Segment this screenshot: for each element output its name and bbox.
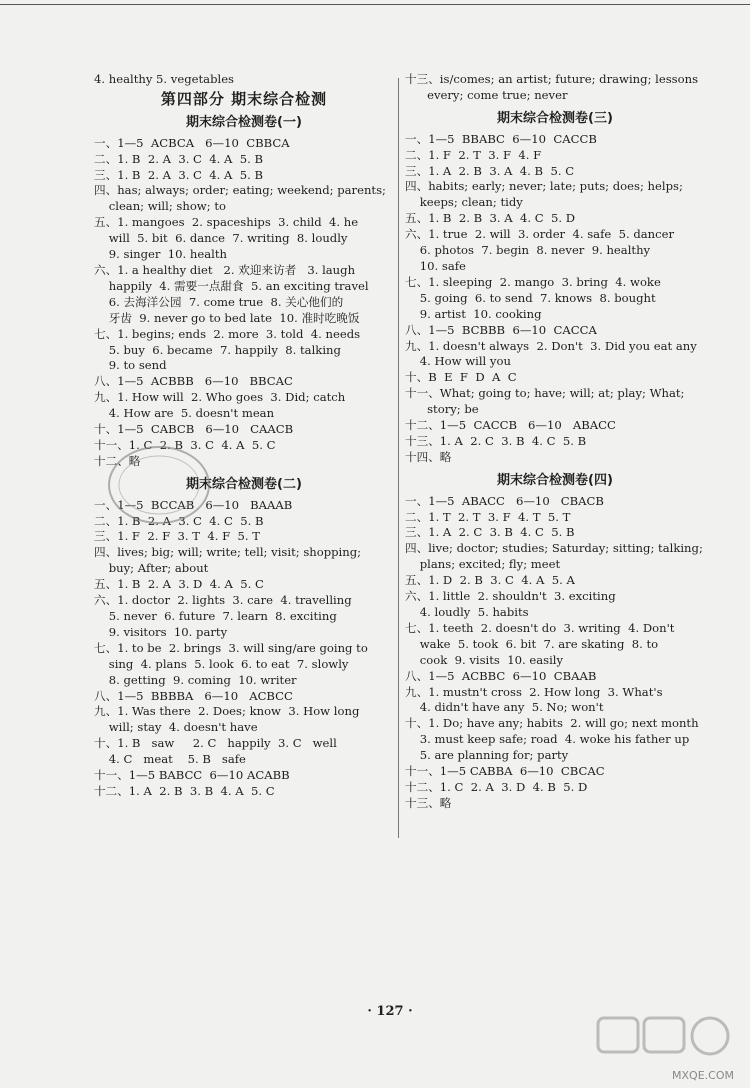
answer-line: 三、1. B 2. A 3. C 4. A 5. B xyxy=(94,167,264,182)
answer-line: 8. getting 9. coming 10. writer xyxy=(94,672,297,687)
section-title-2: 期末综合检测卷(二) xyxy=(186,476,302,492)
answer-line: 十三、1. A 2. C 3. B 4. C 5. B xyxy=(405,433,587,448)
answer-line: 七、1. begins; ends 2. more 3. told 4. needs xyxy=(94,326,361,341)
part-title: 第四部分 期末综合检测 xyxy=(160,89,328,108)
column-divider xyxy=(398,78,399,838)
answer-line: 4. loudly 5. habits xyxy=(405,605,529,619)
answer-line: 六、1. doctor 2. lights 3. care 4. travelling xyxy=(94,593,352,608)
answer-line: 9. singer 10. health xyxy=(94,247,228,262)
answer-line: 八、1—5 BBBBA 6—10 ACBCC xyxy=(94,688,293,703)
answer-line: 3. must keep safe; road 4. woke his father up xyxy=(405,732,690,747)
answer-line: 二、1. B 2. A 3. C 4. A 5. B xyxy=(94,151,264,166)
answer-line: wake 5. took 6. bit 7. are skating 8. to xyxy=(405,636,659,651)
answer-line: 四、lives; big; will; write; tell; visit; shopping; xyxy=(94,545,362,560)
answer-line: 5. buy 6. became 7. happily 8. talking xyxy=(94,342,341,357)
stamp-seal-icon xyxy=(104,440,214,530)
answer-line: 八、1—5 ACBBB 6—10 BBCAC xyxy=(94,374,293,389)
answer-line: 四、habits; early; never; late; puts; does; helps; xyxy=(405,179,683,194)
answer-line: 十四、略 xyxy=(405,449,452,464)
answer-line: 八、1—5 BCBBB 6—10 CACCA xyxy=(405,322,597,337)
answer-line: 十二、1. A 2. B 3. B 4. A 5. C xyxy=(94,783,275,798)
answer-line: 六、1. little 2. shouldn't 3. exciting xyxy=(405,589,616,604)
top-rule xyxy=(0,4,750,5)
answer-line: 七、1. to be 2. brings 3. will sing/are going to xyxy=(94,640,368,655)
answer-line: 一、1—5 BBABC 6—10 CACCB xyxy=(405,131,597,146)
answer-line: 一、1—5 BCCAB 6—10 BAAAB xyxy=(94,497,293,512)
answer-line: 九、1. How will 2. Who goes 3. Did; catch xyxy=(94,390,346,405)
answer-line: will; stay 4. doesn't have xyxy=(94,720,258,735)
answer-line: 五、1. mangoes 2. spaceships 3. child 4. he xyxy=(94,215,359,230)
answer-line: 七、1. teeth 2. doesn't do 3. writing 4. Don't xyxy=(405,620,675,635)
answer-line: plans; excited; fly; meet xyxy=(405,557,561,572)
answer-line: will 5. bit 6. dance 7. writing 8. loudly xyxy=(94,231,348,246)
answer-line: story; be xyxy=(405,402,479,417)
answer-line: 五、1. B 2. B 3. A 4. C 5. D xyxy=(405,211,575,226)
section-1-answers xyxy=(94,136,394,470)
answer-line: 四、live; doctor; studies; Saturday; sitting; talking; xyxy=(405,541,703,556)
answer-line: keeps; clean; tidy xyxy=(405,195,523,210)
section-title-1: 期末综合检测卷(一) xyxy=(186,114,302,130)
answer-line: 5. going 6. to send 7. knows 8. bought xyxy=(405,290,656,305)
answer-line: 十一、1—5 BABCC 6—10 ACABB xyxy=(94,768,290,783)
answer-line: 九、1. mustn't cross 2. How long 3. What's xyxy=(405,684,663,699)
answer-line: 9. to send xyxy=(94,358,167,373)
answer-line: 五、1. D 2. B 3. C 4. A 5. A xyxy=(405,573,575,588)
answer-line: 十一、1. C 2. B 3. C 4. A 5. C xyxy=(94,437,276,452)
answer-line: 十二、1—5 CACCB 6—10 ABACC xyxy=(405,418,616,433)
answer-line: 十、1—5 CABCB 6—10 CAACB xyxy=(94,422,294,437)
answer-line: 二、1. T 2. T 3. F 4. T 5. T xyxy=(405,509,571,524)
answer-line: clean; will; show; to xyxy=(94,199,226,214)
answer-line: every; come true; never xyxy=(405,87,568,102)
answer-line: 十二、1. C 2. A 3. D 4. B 5. D xyxy=(405,779,588,794)
section-title-4: 期末综合检测卷(四) xyxy=(497,472,613,488)
answer-line: 5. never 6. future 7. learn 8. exciting xyxy=(94,609,337,623)
page-number: · 127 · xyxy=(367,1004,413,1019)
answer-line: 二、1. F 2. T 3. F 4. F xyxy=(405,147,542,162)
answer-line: 三、1. A 2. C 3. B 4. C 5. B xyxy=(405,525,575,540)
answer-line: 十三、略 xyxy=(405,795,452,810)
answer-line: 6. 去海洋公园 7. come true 8. 关心他们的 xyxy=(94,294,344,309)
answer-line: happily 4. 需要一点甜食 5. an exciting travel xyxy=(94,278,369,293)
answer-line: 9. visitors 10. party xyxy=(94,624,228,639)
answer-line: 六、1. true 2. will 3. order 4. safe 5. dancer xyxy=(405,227,675,242)
answer-line: 一、1—5 ACBCA 6—10 CBBCA xyxy=(94,135,290,150)
answer-line: 10. safe xyxy=(405,258,466,273)
answer-line: 六、1. a healthy diet 2. 欢迎来访者 3. laugh xyxy=(94,262,356,277)
left-column xyxy=(94,72,394,800)
answer-line: 6. photos 7. begin 8. never 9. healthy xyxy=(405,243,651,258)
answer-line: 4. C meat 5. B safe xyxy=(94,752,246,767)
answer-line: 五、1. B 2. A 3. D 4. A 5. C xyxy=(94,577,264,592)
answer-line: 十一、What; going to; have; will; at; play; What; xyxy=(405,386,685,401)
answer-line: cook 9. visits 10. easily xyxy=(405,652,564,667)
answer-line: buy; After; about xyxy=(94,561,209,576)
answer-line: 七、1. sleeping 2. mango 3. bring 4. woke xyxy=(405,274,661,289)
answer-line: 9. artist 10. cooking xyxy=(405,306,542,321)
answer-line: 4. How will you xyxy=(405,354,511,369)
continued-answers xyxy=(405,72,705,104)
answer-line: 八、1—5 ACBBC 6—10 CBAAB xyxy=(405,668,597,683)
answer-line: 九、1. Was there 2. Does; know 3. How long xyxy=(94,704,360,719)
answer-line: 4. How are 5. doesn't mean xyxy=(94,406,275,421)
right-column xyxy=(405,72,705,812)
answer-line: sing 4. plans 5. look 6. to eat 7. slowly xyxy=(94,656,349,671)
answer-line: 十、B E F D A C xyxy=(405,370,517,385)
answer-line: 4. didn't have any 5. No; won't xyxy=(405,700,604,715)
section-3-answers xyxy=(405,132,705,466)
answer-line: 三、1. A 2. B 3. A 4. B 5. C xyxy=(405,163,575,178)
answer-line: 十二、略 xyxy=(94,453,141,468)
answer-line: 十、1. Do; have any; habits 2. will go; next month xyxy=(405,716,699,731)
section-2-answers xyxy=(94,498,394,800)
answer-line: 4. healthy 5. vegetables xyxy=(94,72,235,86)
answer-line: 十三、is/comes; an artist; future; drawing; lessons xyxy=(405,72,699,86)
answer-line: 牙齿 9. never go to bed late 10. 准时吃晚饭 xyxy=(94,310,360,325)
answer-line: 一、1—5 ABACC 6—10 CBACB xyxy=(405,493,604,508)
answer-line: 九、1. doesn't always 2. Don't 3. Did you eat any xyxy=(405,338,697,353)
section-title-3: 期末综合检测卷(三) xyxy=(497,110,613,126)
answer-line: 四、has; always; order; eating; weekend; parents; xyxy=(94,183,386,198)
answer-line: 5. are planning for; party xyxy=(405,748,569,763)
answer-line: 三、1. F 2. F 3. T 4. F 5. T xyxy=(94,529,261,544)
answer-line: 二、1. B 2. A 3. C 4. C 5. B xyxy=(94,513,264,528)
section-4-answers xyxy=(405,494,705,812)
answer-line: 十、1. B saw 2. C happily 3. C well xyxy=(94,736,337,751)
answer-line: 十一、1—5 CABBA 6—10 CBCAC xyxy=(405,764,605,779)
watermark-text: MXQE.COM xyxy=(672,1069,734,1082)
